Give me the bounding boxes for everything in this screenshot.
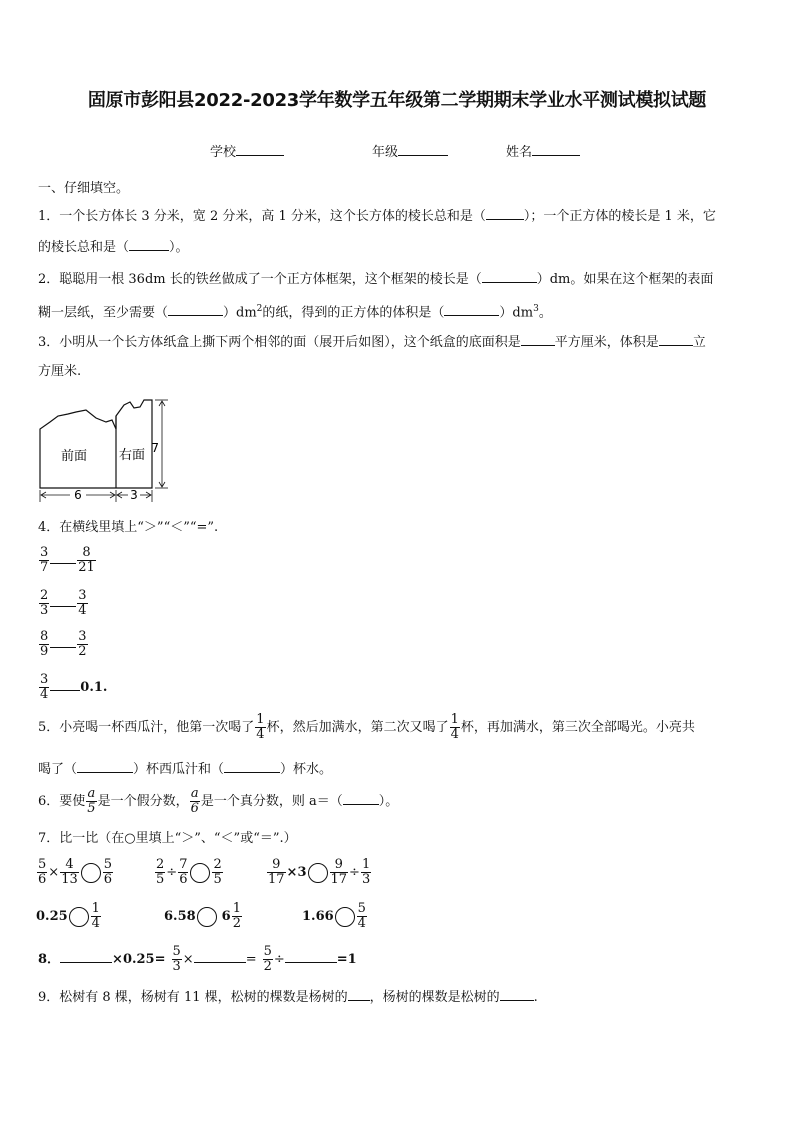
q2-text-a: 2．聪聪用一根 36dm 长的铁丝做成了一个正方体框架，这个框架的棱长是（ <box>38 272 482 287</box>
q5-text-a: 5．小亮喝一杯西瓜汁，他第一次喝了 <box>38 720 255 735</box>
q6-text-b: 是一个假分数， <box>97 794 189 809</box>
question-1-line2 <box>38 236 189 258</box>
right-face-label: 右面 <box>118 448 146 463</box>
q2-blank-2[interactable] <box>168 301 223 316</box>
q5-text-d: 喝了（ <box>38 762 78 777</box>
q2-text-e: 的纸，得到的正方体的体积是（ <box>262 305 445 321</box>
page-title: 固原市彭阳县2022-2023学年数学五年级第二学期期末学业水平测试模拟试题 <box>87 90 707 111</box>
question-8: 8． ×0.25= $\frac{5}{3}$ × = $\frac{5}{2}$ ÷ =1 <box>38 944 357 974</box>
q5-text-b: 杯，然后加满水，第二次又喝了 <box>266 720 449 735</box>
grade-blank[interactable] <box>398 141 448 156</box>
q8-blank-3[interactable] <box>285 948 337 963</box>
q2-text-g: 。 <box>538 305 552 321</box>
q9-text-b: ，杨树的棵数是松树的 <box>369 990 500 1005</box>
fraction: $\frac{2}{3}$ <box>40 588 49 618</box>
compare-blank[interactable] <box>50 637 76 648</box>
grade-label: 年级 <box>372 145 399 160</box>
q7-row1-item2: $\frac{2}{5}$ ÷ $\frac{7}{6}$ $\frac{2}{5}$ <box>156 857 222 887</box>
q7-row2-item1: 0.25 $\frac{1}{4}$ <box>36 901 100 931</box>
q1-text-b: ）；一个正方体的棱长是 1 米，它 <box>523 209 716 224</box>
question-3-line1 <box>38 331 706 353</box>
q4-item-1 <box>38 546 97 575</box>
q8-blank-2[interactable] <box>194 948 246 963</box>
height-label: 7 <box>151 441 159 455</box>
q6-text-d: ）。 <box>378 794 399 809</box>
fraction: $\frac{1}{4}$ <box>450 712 459 742</box>
question-5-line1 <box>38 713 695 742</box>
q6-blank[interactable] <box>343 790 379 805</box>
question-9 <box>38 986 538 1008</box>
q3-text-a: 3．小明从一个长方体纸盒上撕下两个相邻的面（展开后如图），这个纸盒的底面积是 <box>38 335 521 350</box>
fraction: $\frac{3}{4}$ <box>40 672 49 702</box>
q7-row2-item2: 6.58 6 $\frac{1}{2}$ <box>164 901 241 931</box>
compare-circle[interactable] <box>69 907 89 927</box>
fraction: $\frac{8}{21}$ <box>78 545 95 575</box>
q3-blank-2[interactable] <box>659 331 693 346</box>
q9-blank-1[interactable] <box>348 986 370 1001</box>
grade-field <box>372 141 448 160</box>
q1-text-c: 的棱长总和是（ <box>38 240 130 255</box>
q9-text-a: 9．松树有 8 棵，杨树有 11 棵，松树的棵数是杨树的 <box>38 990 348 1005</box>
q1-blank-1[interactable] <box>486 205 524 220</box>
name-field <box>506 141 580 160</box>
q4-item-3 <box>38 630 89 659</box>
q2-text-f: ）dm <box>499 305 534 321</box>
compare-blank[interactable] <box>50 596 76 607</box>
question-2-line1 <box>38 268 713 290</box>
q7-row2-item3: 1.66 $\frac{5}{4}$ <box>302 901 366 931</box>
q5-blank-2[interactable] <box>224 758 280 773</box>
q2-text-b: ）dm。如果在这个框架的表面 <box>536 272 714 287</box>
fraction: $\frac{3}{7}$ <box>40 545 49 575</box>
front-width-label: 6 <box>74 488 82 502</box>
compare-circle[interactable] <box>335 907 355 927</box>
compare-circle[interactable] <box>190 863 210 883</box>
q5-text-f: ）杯水。 <box>280 762 333 777</box>
q7-row1-item3: $\frac{9}{17}$ ×3 $\frac{9}{17}$ ÷ $\frac{1}{3}$ <box>268 857 371 887</box>
school-label: 学校 <box>210 145 237 160</box>
fraction: $\frac{8}{9}$ <box>40 629 49 659</box>
q5-blank-1[interactable] <box>77 758 133 773</box>
front-face-label: 前面 <box>60 449 88 464</box>
q2-text-c: 糊一层纸，至少需要（ <box>38 305 169 321</box>
compare-circle[interactable] <box>197 907 217 927</box>
q4-item-2 <box>38 589 89 618</box>
fraction: $\frac{3}{4}$ <box>78 588 87 618</box>
name-blank[interactable] <box>532 141 580 156</box>
q9-text-c: . <box>533 990 538 1005</box>
school-blank[interactable] <box>236 141 284 156</box>
question-3-line2: 方厘米. <box>38 364 82 379</box>
fraction: $\frac{3}{2}$ <box>78 629 87 659</box>
question-4-prompt: 4．在横线里填上“＞”“＜”“=”. <box>38 520 219 535</box>
question-6 <box>38 787 398 816</box>
unfolded-box-figure <box>36 392 176 504</box>
q2-blank-3[interactable] <box>444 301 499 316</box>
compare-circle[interactable] <box>308 863 328 883</box>
q5-text-e: ）杯西瓜汁和（ <box>133 762 225 777</box>
compare-circle[interactable] <box>81 863 101 883</box>
q5-text-c: 杯，再加满水，第三次全部喝光。小亮共 <box>460 720 695 735</box>
q6-text-a: 6．要使 <box>38 794 86 809</box>
compare-blank[interactable] <box>50 553 76 564</box>
q2-text-d: ）dm <box>223 305 257 321</box>
q8-blank-1[interactable] <box>60 948 112 963</box>
name-label: 姓名 <box>506 145 533 160</box>
q2-blank-1[interactable] <box>482 268 537 283</box>
q1-text-a: 1．一个长方体长 3 分米，宽 2 分米，高 1 分米，这个长方体的棱长总和是（ <box>38 209 486 224</box>
compare-blank[interactable] <box>50 680 80 691</box>
fraction: $\frac{a}{5}$ <box>87 786 96 816</box>
q2-sup-3: 3 <box>533 304 539 314</box>
q6-text-c: 是一个真分数，则 a＝（ <box>200 794 343 809</box>
section-heading: 一、仔细填空。 <box>38 181 130 196</box>
q1-blank-2[interactable] <box>129 236 169 251</box>
question-2-line2 <box>38 299 552 323</box>
question-5-line2 <box>38 758 332 780</box>
q7-row1-item1: $\frac{5}{6}$ × $\frac{4}{13}$ $\frac{5}{6}$ <box>38 857 113 887</box>
school-field <box>210 141 284 160</box>
q4-item-4 <box>38 673 107 702</box>
question-1-line1 <box>38 205 716 227</box>
q2-sup-2: 2 <box>256 304 263 314</box>
q9-blank-2[interactable] <box>500 986 534 1001</box>
q1-text-d: ）。 <box>169 240 189 255</box>
question-7-prompt: 7．比一比（在○里填上“＞”、“＜”或“＝”.） <box>38 831 297 846</box>
fraction: $\frac{1}{4}$ <box>256 712 265 742</box>
paper-outline <box>40 400 152 488</box>
fraction: $\frac{a}{6}$ <box>190 786 199 816</box>
q3-blank-1[interactable] <box>521 331 555 346</box>
decimal-value: 0.1. <box>80 680 108 695</box>
right-width-label: 3 <box>130 488 138 502</box>
q3-text-c: 立 <box>692 335 706 350</box>
q3-text-b: 平方厘米，体积是 <box>554 335 659 350</box>
